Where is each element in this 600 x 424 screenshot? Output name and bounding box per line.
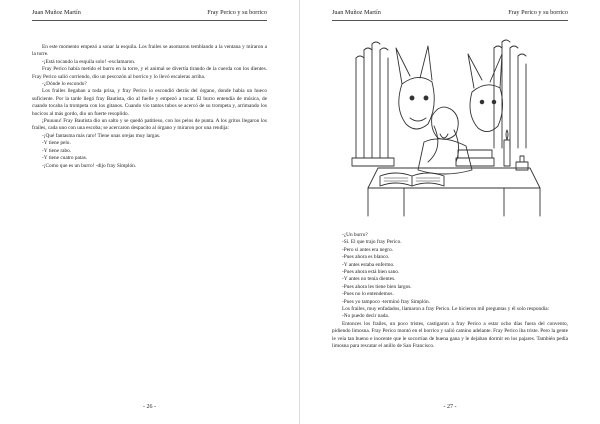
friar-donkey-illustration <box>344 38 549 218</box>
right-page <box>300 0 600 424</box>
paragraph: Fray Perico había metido el burro en la torre, y el animal se divertía tirando de la cuerda con los dientes. Fray Perico salió corriendo, dio un pescozón al borrico y lo llevó escaleras arriba. <box>32 66 267 80</box>
left-page-body <box>32 44 267 170</box>
header-title: Fray Perico y su borrico <box>508 9 568 16</box>
right-page-header <box>332 8 568 21</box>
dialogue-line: -No puedo decir nada. <box>342 313 390 320</box>
header-title: Fray Perico y su borrico <box>207 9 267 16</box>
dialogue-line: -Y antes no tenía dientes. <box>342 276 396 283</box>
header-author: Juan Muñoz Martín <box>32 9 81 16</box>
paragraph: Los frailes, muy enfadados, llamaron a fray Perico. Le hicieron mil preguntas y él solo respondía: <box>342 306 550 313</box>
paragraph: Entonces los frailes, un poco tristes, castigaron a fray Perico a estar ocho días fuera del convento, pidiendo limosna. Fray Perico montó en el borrico y salió camino adelante. Fray Perico iba triste. Pero la gente le veía tan bueno e inocente que le socorrían de buena gana y le dejaban dormir en los pajares. También pedía limosna para rescatar el anillo de San Francisco. <box>332 320 568 350</box>
dialogue-line: -Pues ahora les tiene bien largos. <box>342 283 412 290</box>
page-number: - 27 - <box>443 404 457 410</box>
dialogue-line: -Y tiene cuatro patas. <box>42 155 88 162</box>
dialogue-line: -Pues ahora está bien sano. <box>342 269 400 276</box>
dialogue-line: -Y tiene rabo. <box>42 147 72 154</box>
dialogue-line: -Pues no lo entendemos. <box>342 291 394 298</box>
dialogue-line: -Sí. El que trajo fray Perico. <box>342 239 402 246</box>
dialogue-line: -¡Qué fantasma más raro! Tiene unas orejas muy largas. <box>42 132 161 139</box>
right-page-body <box>332 232 568 351</box>
dialogue-line: -Pues yo tampoco -terminó fray Simplón. <box>342 298 430 305</box>
dialogue-line: -¿Un burro? <box>342 232 368 238</box>
header-author: Juan Muñoz Martín <box>332 9 381 16</box>
left-page-header <box>32 8 267 21</box>
page-number: - 26 - <box>143 404 156 410</box>
dialogue-line: -Pero si antes era negro. <box>342 246 394 253</box>
paragraph: ¡Puuuuu! Fray Bautista dio un salto y se quedó patitieso, con los pelos de punta. A los gritos llegaron los frailes, cada uno con una escoba; se acercaron despacito al órgano y miraron por una rendija: <box>32 118 267 132</box>
dialogue-line: -¡Como que es un burro! -dijo fray Simplón. <box>42 162 137 169</box>
paragraph: Los frailes llegaban a toda prisa, y fray Perico lo escondió detrás del órgano, donde había un hueco suficiente. Por la tarde llegó fray Bautista, dio al fuelle y empezó a tocar. El burro entendía de música, de cuando tocaba la trompeta con los gitanos. Cuando vio tantos tubos se acercó de su trompeta y, arrimando los hocicos al más gordo, dio un fuerte resoplido. <box>32 88 267 117</box>
dialogue-line: -Pues ahora es blanco. <box>342 254 390 261</box>
paragraph: En este momento empezó a sonar la esquila. Los frailes se asomaron temblando a la ventana y miraron a la torre. <box>32 44 267 58</box>
dialogue-line: -¿Dónde lo escondo? <box>42 81 87 88</box>
dialogue-line: -¡Está tocando la esquila solo! -exclamaron. <box>42 58 136 65</box>
dialogue-line: -Y tiene pelo. <box>42 140 71 147</box>
dialogue-line: -Y antes estaba enfermo. <box>342 261 395 268</box>
